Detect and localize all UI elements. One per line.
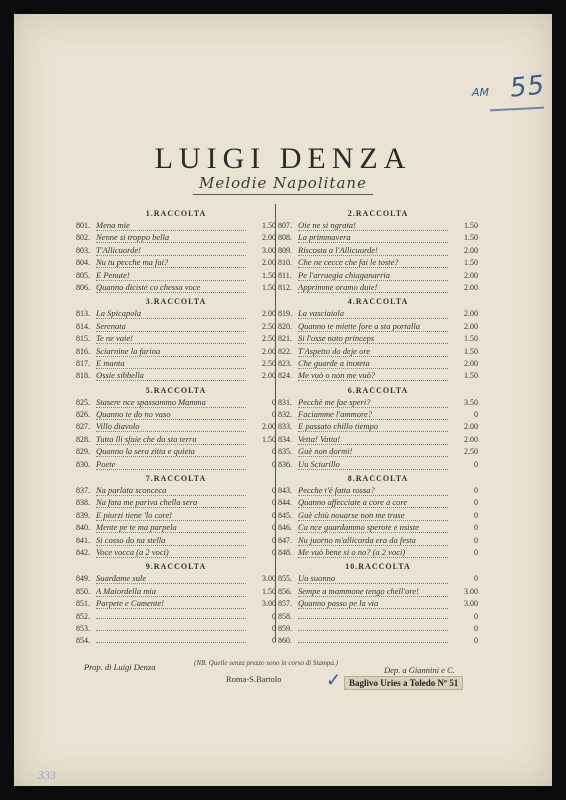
song-price: 2.00 xyxy=(262,258,276,268)
song-title: Serenata xyxy=(96,321,246,332)
song-row xyxy=(76,459,276,471)
song-price: 2.50 xyxy=(262,334,276,344)
song-title: Parpete e Camente! xyxy=(96,598,246,609)
song-row xyxy=(76,370,276,382)
song-title: Ca nce guardammo sperote e nsiste xyxy=(298,522,448,533)
song-price: 2.00 xyxy=(464,282,478,292)
song-number: 848. xyxy=(278,547,292,557)
song-title: Quanno te do no vaso xyxy=(96,409,246,420)
song-number: 830. xyxy=(76,459,90,469)
song-row xyxy=(278,321,478,333)
handwritten-underline xyxy=(490,107,544,112)
song-row xyxy=(76,232,276,244)
song-price: 0 xyxy=(474,547,478,557)
song-row xyxy=(278,434,478,446)
song-title: Quanno te miette fore a sta portalla xyxy=(298,321,448,332)
song-number: 833. xyxy=(278,422,292,432)
song-number: 836. xyxy=(278,459,292,469)
song-price: 0 xyxy=(474,510,478,520)
song-title: Nu tu pecche ma fai? xyxy=(96,257,246,268)
song-row xyxy=(278,459,478,471)
song-row xyxy=(278,257,478,269)
check-mark-icon: ✓ xyxy=(326,670,342,690)
song-number: 819. xyxy=(278,309,292,319)
section-title: 8.RACCOLTA xyxy=(347,474,409,484)
song-number: 844. xyxy=(278,498,292,508)
song-title: Faciamme l'ammore? xyxy=(298,409,448,420)
song-title: Me vuò o non me vuò? xyxy=(298,370,448,381)
song-title: Guè non dormi! xyxy=(298,446,448,457)
song-number: 854. xyxy=(76,636,90,646)
raccolta-section xyxy=(76,473,276,559)
song-row xyxy=(76,510,276,522)
song-title xyxy=(96,642,246,643)
song-number: 851. xyxy=(76,599,90,609)
margin-stamp: 333 xyxy=(38,768,56,782)
song-row xyxy=(278,220,478,232)
song-number: 847. xyxy=(278,535,292,545)
song-price: 0 xyxy=(474,535,478,545)
song-row xyxy=(278,510,478,522)
song-number: 840. xyxy=(76,523,90,533)
song-title: E passato chillo tiempo xyxy=(298,421,448,432)
song-number: 812. xyxy=(278,282,292,292)
song-row xyxy=(278,282,478,294)
song-title: T'Allicuorde! xyxy=(96,245,246,256)
song-row xyxy=(76,333,276,345)
song-price: 1.50 xyxy=(262,434,276,444)
song-row xyxy=(76,321,276,333)
raccolta-section xyxy=(278,385,478,471)
song-number: 820. xyxy=(278,321,292,331)
song-title: Mente pe te ma parpela xyxy=(96,522,246,533)
song-price: 0 xyxy=(272,611,276,621)
song-price: 2.00 xyxy=(464,434,478,444)
section-title: 9.RACCOLTA xyxy=(145,562,207,572)
song-price: 3.00 xyxy=(464,586,478,596)
song-row xyxy=(76,257,276,269)
song-number: 838. xyxy=(76,498,90,508)
raccolta-section xyxy=(76,296,276,382)
song-price: 1.50 xyxy=(464,346,478,356)
song-price: 2.00 xyxy=(464,422,478,432)
song-price: 0 xyxy=(272,523,276,533)
song-number: 809. xyxy=(278,245,292,255)
composer-title: LUIGI DENZA xyxy=(154,142,412,175)
song-number: 853. xyxy=(76,623,90,633)
song-number: 816. xyxy=(76,346,90,356)
song-title: Pecchè me fae speri? xyxy=(298,397,448,408)
song-title: Tutta lli sfaie che da sta terra xyxy=(96,434,246,445)
song-number: 806. xyxy=(76,282,90,292)
song-title xyxy=(96,618,246,619)
song-number: 837. xyxy=(76,486,90,496)
song-row xyxy=(278,497,478,509)
song-number: 841. xyxy=(76,535,90,545)
section-title: 4.RACCOLTA xyxy=(347,297,409,307)
song-row xyxy=(76,220,276,232)
sheet-music-cover xyxy=(14,14,552,786)
song-title: Nenne si troppo bella xyxy=(96,232,246,243)
song-title: Che guarde a inoteta xyxy=(298,358,448,369)
song-price: 2.00 xyxy=(262,422,276,432)
song-price: 2.50 xyxy=(262,321,276,331)
song-price: 0 xyxy=(474,410,478,420)
song-row xyxy=(76,346,276,358)
raccolta-section xyxy=(76,385,276,471)
song-title: Apprimme oramo duie! xyxy=(298,282,448,293)
song-number: 850. xyxy=(76,586,90,596)
song-title: Sciarnine la farina xyxy=(96,346,246,357)
depot: Dep. a Giannini e C. xyxy=(384,665,455,675)
song-row xyxy=(278,409,478,421)
raccolta-section xyxy=(278,296,478,382)
song-row xyxy=(278,547,478,559)
raccolta-section xyxy=(76,208,276,294)
song-title: Quanno la sera zitta e quieta xyxy=(96,446,246,457)
song-title: Pecche t'è fatta rossa? xyxy=(298,485,448,496)
song-title: Villo diavolo xyxy=(96,421,246,432)
song-number: 804. xyxy=(76,258,90,268)
song-title: Quanno affecciate a core a core xyxy=(298,497,448,508)
song-price: 0 xyxy=(474,574,478,584)
song-price: 3.00 xyxy=(464,599,478,609)
song-price: 1.50 xyxy=(262,221,276,230)
song-title xyxy=(298,642,448,643)
song-price: 0 xyxy=(272,623,276,633)
song-row xyxy=(278,485,478,497)
song-number: 834. xyxy=(278,434,292,444)
song-price: 0 xyxy=(272,459,276,469)
section-title: 2.RACCOLTA xyxy=(347,209,409,218)
song-title: Nu juorno m'allicorda era da festa xyxy=(298,535,448,546)
song-number: 802. xyxy=(76,233,90,243)
song-price: 2.00 xyxy=(262,309,276,319)
dealer-stamp: Baglivo Uries a Toledo Nº 51 xyxy=(344,676,463,690)
song-number: 828. xyxy=(76,434,90,444)
song-title: Si cosso do na stella xyxy=(96,535,246,546)
song-row xyxy=(76,446,276,458)
song-number: 803. xyxy=(76,245,90,255)
song-title: Me vuò bene si o no? (a 2 voci) xyxy=(298,547,448,558)
song-price: 0 xyxy=(474,623,478,633)
song-row xyxy=(278,623,478,635)
song-title: Stasere nce spassammo Mamma xyxy=(96,397,246,408)
song-price: 1.50 xyxy=(464,371,478,381)
song-price: 0 xyxy=(272,410,276,420)
song-title xyxy=(298,618,448,619)
section-title: 5.RACCOLTA xyxy=(145,385,207,395)
song-row xyxy=(278,598,478,610)
song-title: Te ne vaie! xyxy=(96,333,246,344)
song-number: 856. xyxy=(278,586,292,596)
footer-note: (NB. Quelle senza prezzo sono in corso di Stampa.) xyxy=(194,659,339,667)
song-number: 817. xyxy=(76,358,90,368)
song-title: E Penute! xyxy=(96,270,246,281)
song-row xyxy=(76,547,276,559)
song-price: 1.50 xyxy=(464,233,478,243)
song-row xyxy=(278,535,478,547)
raccolta-section xyxy=(278,208,478,294)
song-row xyxy=(76,282,276,294)
song-number: 811. xyxy=(278,270,292,280)
song-price: 1.50 xyxy=(464,334,478,344)
song-row xyxy=(76,635,276,647)
song-row xyxy=(278,635,478,647)
song-title xyxy=(298,630,448,631)
song-row xyxy=(76,409,276,421)
song-price: 3.00 xyxy=(262,574,276,584)
song-row xyxy=(278,573,478,585)
song-number: 860. xyxy=(278,636,292,646)
song-number: 845. xyxy=(278,510,292,520)
song-row xyxy=(278,346,478,358)
song-title: T'Aspetto do deje ore xyxy=(298,346,448,357)
song-price: 2.00 xyxy=(464,245,478,255)
song-title: Voce vocca (a 2 voci) xyxy=(96,547,246,558)
song-price: 2.00 xyxy=(262,346,276,356)
song-price: 0 xyxy=(272,535,276,545)
song-number: 857. xyxy=(278,599,292,609)
song-number: 832. xyxy=(278,410,292,420)
song-number: 823. xyxy=(278,358,292,368)
song-row xyxy=(76,611,276,623)
song-number: 818. xyxy=(76,371,90,381)
section-title: 10.RACCOLTA xyxy=(345,562,411,572)
song-price: 0 xyxy=(272,498,276,508)
song-number: 843. xyxy=(278,486,292,496)
song-row xyxy=(76,485,276,497)
song-price: 0 xyxy=(272,447,276,457)
song-row xyxy=(278,397,478,409)
left-column xyxy=(76,206,276,648)
song-price: 1.50 xyxy=(262,270,276,280)
section-title: 7.RACCOLTA xyxy=(145,474,207,484)
song-price: 2.00 xyxy=(262,371,276,381)
song-price: 2.50 xyxy=(464,447,478,457)
song-row xyxy=(278,270,478,282)
song-title: Mena mie xyxy=(96,220,246,231)
song-row xyxy=(76,522,276,534)
song-row xyxy=(76,623,276,635)
song-title xyxy=(96,630,246,631)
song-number: 814. xyxy=(76,321,90,331)
raccolta-section xyxy=(76,561,276,647)
song-row xyxy=(76,573,276,585)
address: Roma-S.Bartolo xyxy=(226,674,282,684)
song-number: 825. xyxy=(76,397,90,407)
song-title: E piurzi tiene 'lo core! xyxy=(96,510,246,521)
song-row xyxy=(76,421,276,433)
song-title: La Spicapola xyxy=(96,308,246,319)
song-price: 3.00 xyxy=(262,245,276,255)
song-title: Quanno diciste co chessa voce xyxy=(96,282,246,293)
song-row xyxy=(278,421,478,433)
song-number: 815. xyxy=(76,334,90,344)
song-price: 3.00 xyxy=(262,599,276,609)
song-price: 2.00 xyxy=(464,321,478,331)
song-row xyxy=(278,586,478,598)
handwritten-number: 55 xyxy=(508,70,547,104)
song-number: 805. xyxy=(76,270,90,280)
raccolta-section xyxy=(278,561,478,647)
song-title: Sempe a mammone tengo chell'ore! xyxy=(298,586,448,597)
song-number: 801. xyxy=(76,221,90,230)
song-number: 859. xyxy=(278,623,292,633)
song-title: Riscosta a l'Allicuorde! xyxy=(298,245,448,256)
song-price: 0 xyxy=(272,510,276,520)
song-row xyxy=(76,497,276,509)
song-price: 0 xyxy=(474,636,478,646)
song-price: 2.00 xyxy=(464,270,478,280)
song-number: 813. xyxy=(76,309,90,319)
song-price: 2.00 xyxy=(464,309,478,319)
song-price: 0 xyxy=(272,486,276,496)
song-number: 852. xyxy=(76,611,90,621)
song-row xyxy=(278,446,478,458)
subtitle-text: Melodie Napolitane xyxy=(193,174,373,195)
song-row xyxy=(278,611,478,623)
song-title: Si l'osse nato princeps xyxy=(298,333,448,344)
song-title: La vasciaiola xyxy=(298,308,448,319)
song-row xyxy=(278,358,478,370)
song-title: Suardame sule xyxy=(96,573,246,584)
song-title: Ossie sibbella xyxy=(96,370,246,381)
song-price: 0 xyxy=(474,459,478,469)
song-number: 822. xyxy=(278,346,292,356)
song-price: 0 xyxy=(474,486,478,496)
song-title: Guè chiù nouarse non me trase xyxy=(298,510,448,521)
section-title: 1.RACCOLTA xyxy=(145,209,207,218)
song-number: 824. xyxy=(278,371,292,381)
song-row xyxy=(76,245,276,257)
song-row xyxy=(76,598,276,610)
song-price: 0 xyxy=(474,498,478,508)
song-row xyxy=(278,308,478,320)
song-number: 829. xyxy=(76,447,90,457)
song-row xyxy=(76,434,276,446)
song-number: 827. xyxy=(76,422,90,432)
song-number: 849. xyxy=(76,574,90,584)
song-title: Che ne cecce che fai le toste? xyxy=(298,257,448,268)
song-price: 0 xyxy=(272,636,276,646)
song-row xyxy=(76,535,276,547)
song-title: Oie ne si ngrata! xyxy=(298,220,448,231)
song-number: 821. xyxy=(278,334,292,344)
song-price: 3.50 xyxy=(464,397,478,407)
song-row xyxy=(76,397,276,409)
song-title: La primmavera xyxy=(298,232,448,243)
song-title: Quanno passo pe la via xyxy=(298,598,448,609)
song-price: 2.00 xyxy=(464,358,478,368)
song-price: 2.00 xyxy=(262,233,276,243)
song-price: 1.50 xyxy=(464,221,478,230)
song-price: 2.50 xyxy=(262,358,276,368)
song-row xyxy=(76,308,276,320)
song-row xyxy=(76,270,276,282)
song-title: A Maiordella mia xyxy=(96,586,246,597)
right-column xyxy=(278,206,478,648)
subtitle xyxy=(14,174,552,195)
song-price: 0 xyxy=(474,523,478,533)
song-number: 846. xyxy=(278,523,292,533)
song-number: 826. xyxy=(76,410,90,420)
song-number: 831. xyxy=(278,397,292,407)
song-number: 842. xyxy=(76,547,90,557)
section-title: 6.RACCOLTA xyxy=(347,385,409,395)
song-title: Na parlata sconceca xyxy=(96,485,246,496)
song-title: Na fata me pariva chella sera xyxy=(96,497,246,508)
song-title: Vetta! Vatta! xyxy=(298,434,448,445)
song-price: 1.50 xyxy=(262,586,276,596)
song-price: 0 xyxy=(272,547,276,557)
song-row xyxy=(76,358,276,370)
handwritten-mark: AM xyxy=(472,86,490,99)
section-title: 3.RACCOLTA xyxy=(145,297,207,307)
song-title: Uu Sciurillo xyxy=(298,459,448,470)
song-row xyxy=(278,522,478,534)
song-number: 808. xyxy=(278,233,292,243)
song-number: 835. xyxy=(278,447,292,457)
song-row xyxy=(278,245,478,257)
song-price: 1.50 xyxy=(464,258,478,268)
song-price: 1.50 xyxy=(262,282,276,292)
song-price: 0 xyxy=(474,611,478,621)
publisher-prop: Prop. di Luigi Denza xyxy=(84,662,156,672)
song-title: Uu suonno xyxy=(298,573,448,584)
song-number: 810. xyxy=(278,258,292,268)
song-number: 839. xyxy=(76,510,90,520)
song-row xyxy=(278,232,478,244)
song-price: 0 xyxy=(272,397,276,407)
raccolta-section xyxy=(278,473,478,559)
song-row xyxy=(76,586,276,598)
song-number: 855. xyxy=(278,574,292,584)
song-row xyxy=(278,333,478,345)
song-row xyxy=(278,370,478,382)
song-number: 858. xyxy=(278,611,292,621)
song-title: E manta xyxy=(96,358,246,369)
song-title: Pe l'arraegia chiaganarria xyxy=(298,270,448,281)
song-title: Poete xyxy=(96,459,246,470)
song-number: 807. xyxy=(278,221,292,230)
